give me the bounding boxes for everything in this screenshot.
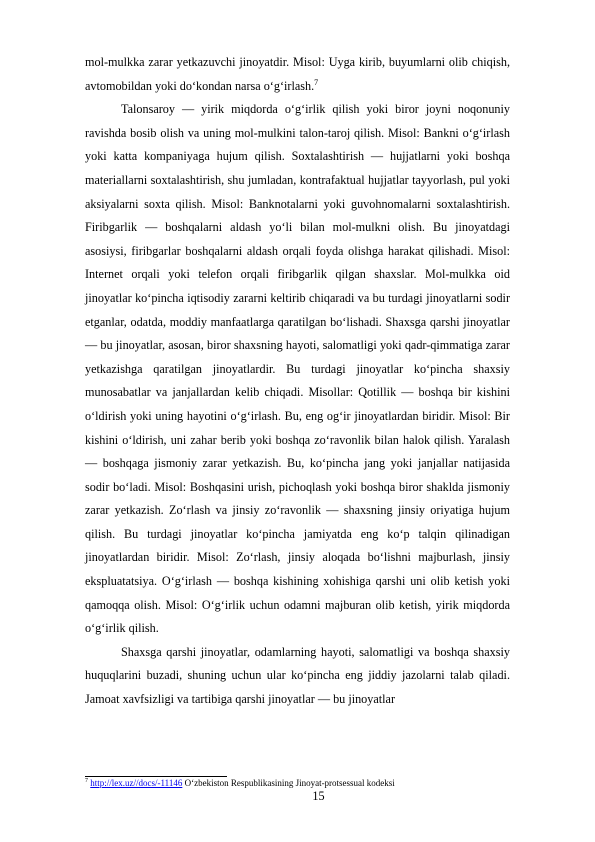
footnote-separator	[85, 776, 227, 777]
paragraph-2: Talonsaroy — yirik miqdorda o‘g‘irlik qilish yoki biror joyni noqonuniy ravishda bosib olish va uning mol-mulkini talon-taroj qilish. Misol: Bankni o‘g‘irlash yoki katta kompaniyaga hujum qilish. Soxtalashtirish — hujjatlarni yoki boshqa materiallarni soxtalashtirish, shu jumladan, kontrafaktual hujjatlar tayyorlash, pul yoki aksiyalarni soxta qilish. Misol: Banknotalarni yoki guvohnomalarni soxtalashtirish. Firibgarlik — boshqalarni aldash yo‘li bilan mol-mulkni olish. Bu jinoyatdagi asosiysi, firibgarlar boshqalarni aldash orqali foyda olishga harakat qilishadi. Misol: Internet orqali yoki telefon orqali firibgarlik qilgan shaxslar. Mol-mulkka oid jinoyatlar ko‘pincha iqtisodiy zararni keltirib chiqaradi va bu turdagi jinoyatlarni sodir etganlar, odatda, moddiy manfaatlarga qaratilgan bo‘lishadi. Shaxsga qarshi jinoyatlar — bu jinoyatlar, asosan, biror shaxsning hayoti, salomatligi yoki qadr-qimmatiga zarar yetkazishga qaratilgan jinoyatlardir. Bu turdagi jinoyatlar ko‘pincha shaxsiy munosabatlar va janjallardan kelib chiqadi. Misollar: Qotillik — boshqa bir kishini o‘ldirish yoki uning hayotini o‘g‘irlash. Bu, eng og‘ir jinoyatlardan biridir. Misol: Bir kishini o‘ldirish, uni zahar berib yoki boshqa zo‘ravonlik bilan halok qilish. Yaralash — boshqaga jismoniy zarar yetkazish. Bu, ko‘pincha jang yoki janjallar natijasida sodir bo‘ladi. Misol: Boshqasini urish, pichoqlash yoki boshqa biror shaklda jismoniy zarar yetkazish. Zo‘rlash va jinsiy zo‘ravonlik — shaxsning jinsiy oriyatiga hujum qilish. Bu turdagi jinoyatlar ko‘pincha jamiyatda eng ko‘p talqin qilinadigan jinoyatlardan biridir. Misol: Zo‘rlash, jinsiy aloqada bo‘lishni majburlash, jinsiy ekspluatatsiya. O‘g‘irlash — boshqa kishining xohishiga qarshi uni olib ketish yoki qamoqqa olish. Misol: O‘g‘irlik uchun odamni majburan olib ketish, yirik miqdorda o‘g‘irlik qilish.	[85, 102, 510, 636]
paragraph-3: Shaxsga qarshi jinoyatlar, odamlarning hayoti, salomatligi va boshqa shaxsiy huquqlarini buzadi, shuning uchun ular ko‘pincha eng jiddiy jazolarni talab qiladi. Jamoat xavfsizligi va tartibiga qarshi jinoyatlar — bu jinoyatlar	[85, 644, 510, 707]
paragraph-1-text: mol-mulkka zarar yetkazuvchi jinoyatdir. Misol: Uyga kirib, buyumlarni olib chiqish, avtomobildan yoki do‘kondan narsa o‘g‘irlash.	[85, 55, 510, 93]
footnote	[85, 778, 510, 789]
footnote-reference[interactable]: 7	[314, 77, 319, 87]
paragraph-1	[85, 51, 510, 98]
body-text	[85, 51, 510, 712]
page-number: 15	[312, 789, 325, 803]
footnote-text: O‘zbekiston Respublikasining Jinoyat-protsessual kodeksi	[182, 778, 395, 788]
footnote-number: 7	[85, 778, 88, 784]
footnote-link[interactable]: http://lex.uz//docs/-11146	[90, 778, 183, 788]
